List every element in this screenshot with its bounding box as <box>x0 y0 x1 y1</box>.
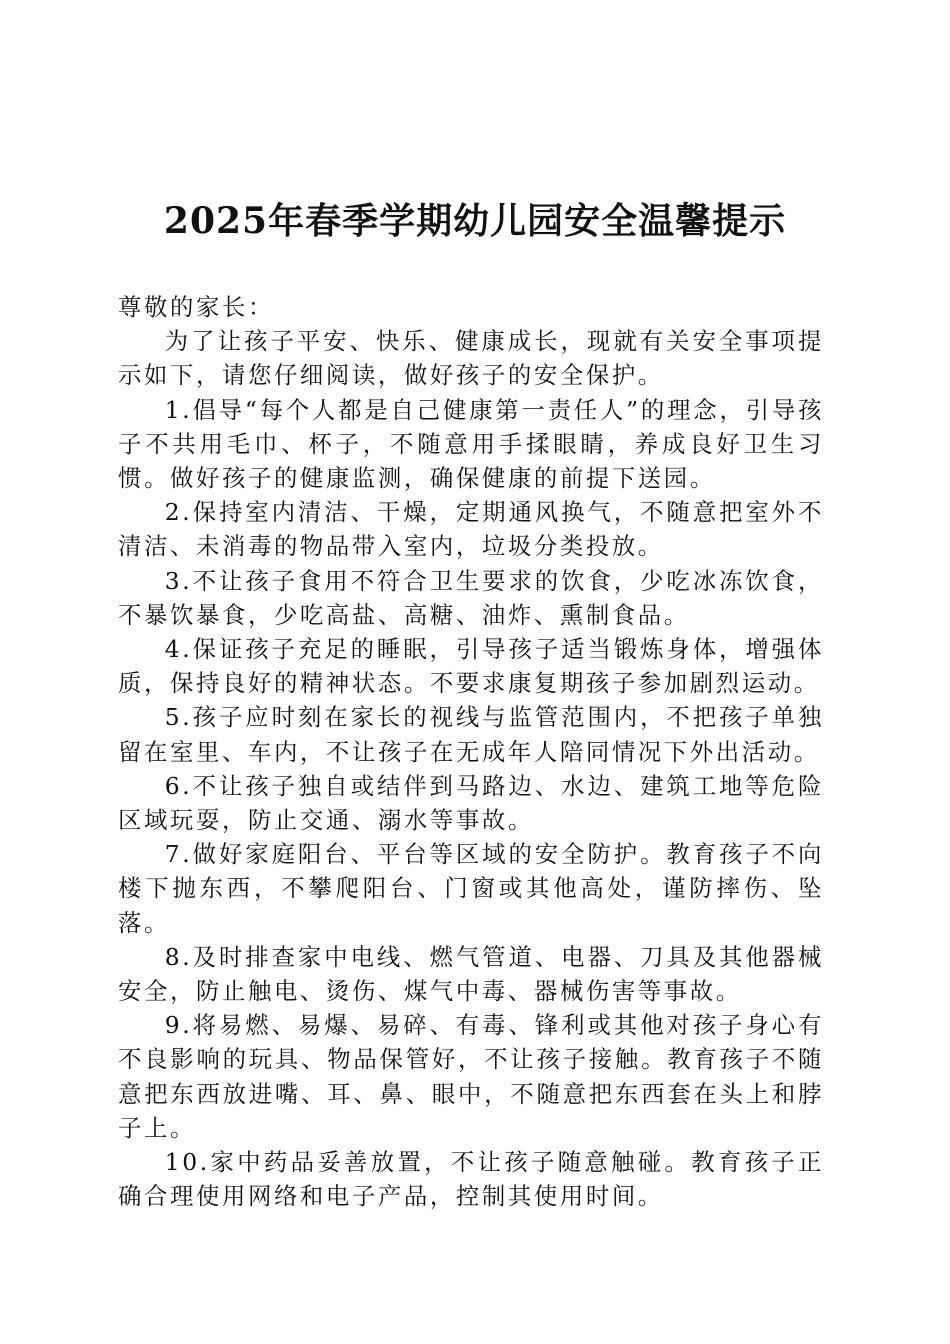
tip-paragraph-4: 4.保证孩子充足的睡眠，引导孩子适当锻炼身体，增强体质，保持良好的精神状态。不要求康复期孩子参加剧烈运动。 <box>118 635 824 698</box>
tip-paragraph-3: 3.不让孩子食用不符合卫生要求的饮食，少吃冰冻饮食，不暴饮暴食，少吃高盐、高糖、油炸、熏制食品。 <box>118 566 824 629</box>
tip-paragraph-2: 2.保持室内清洁、干燥，定期通风换气，不随意把室外不清洁、未消毒的物品带入室内，垃圾分类投放。 <box>118 498 824 561</box>
tip-paragraph-5: 5.孩子应时刻在家长的视线与监管范围内，不把孩子单独留在室里、车内，不让孩子在无成年人陪同情况下外出活动。 <box>118 703 824 766</box>
tip-paragraph-10: 10.家中药品妥善放置，不让孩子随意触碰。教育孩子正确合理使用网络和电子产品，控制其使用时间。 <box>118 1148 824 1211</box>
tip-paragraph-7: 7.做好家庭阳台、平台等区域的安全防护。教育孩子不向楼下抛东西，不攀爬阳台、门窗或其他高处，谨防摔伤、坠落。 <box>118 840 824 937</box>
tip-paragraph-6: 6.不让孩子独自或结伴到马路边、水边、建筑工地等危险区域玩耍，防止交通、溺水等事故。 <box>118 771 824 835</box>
document-body <box>118 290 824 1213</box>
tip-paragraph-1: 1.倡导“每个人都是自己健康第一责任人”的理念，引导孩子不共用毛巾、杯子，不随意用手揉眼睛，养成良好卫生习惯。做好孩子的健康监测，确保健康的前提下送园。 <box>118 395 824 493</box>
intro-paragraph: 为了让孩子平安、快乐、健康成长，现就有关安全事项提示如下，请您仔细阅读，做好孩子的安全保护。 <box>118 327 824 390</box>
tip-paragraph-9: 9.将易燃、易爆、易碎、有毒、锋利或其他对孩子身心有不良影响的玩具、物品保管好，不让孩子接触。教育孩子不随意把东西放进嘴、耳、鼻、眼中，不随意把东西套在头上和脖子上。 <box>118 1011 824 1142</box>
tip-paragraph-8: 8.及时排查家中电线、燃气管道、电器、刀具及其他器械安全，防止触电、烫伤、煤气中毒、器械伤害等事故。 <box>118 942 824 1006</box>
greeting: 尊敬的家长： <box>118 293 274 321</box>
document-title: 2025年春季学期幼儿园安全温馨提示 <box>163 200 787 242</box>
